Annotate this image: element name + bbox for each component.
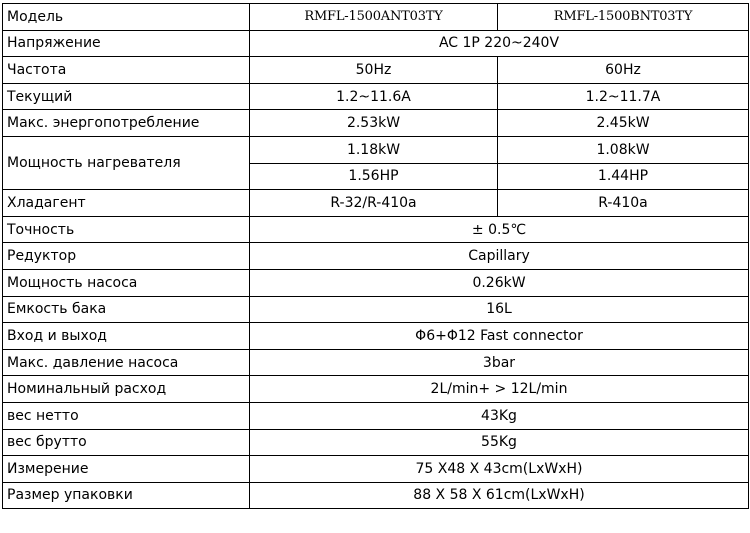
refrigerant-b: R-410a [498,190,749,217]
table-row [3,57,749,84]
table-row [3,4,749,31]
row-label-io: Вход и выход [3,323,250,350]
current-a: 1.2~11.6A [250,83,498,110]
model-a: RMFL-1500ANT03TY [250,4,498,31]
max-power-b: 2.45kW [498,110,749,137]
row-label-pump-pressure: Макс. давление насоса [3,349,250,376]
flow-value: 2L/min+ > 12L/min [250,376,749,403]
heater-a-kw: 1.18kW [250,136,498,163]
table-row [3,243,749,270]
heater-b-kw: 1.08kW [498,136,749,163]
accuracy-value: ± 0.5℃ [250,216,749,243]
row-label-dimensions: Измерение [3,456,250,483]
voltage-value: AC 1P 220~240V [250,30,749,57]
pump-power-value: 0.26kW [250,269,749,296]
io-value: Φ6+Φ12 Fast connector [250,323,749,350]
row-label-max-power: Макс. энергопотребление [3,110,250,137]
refrigerant-a: R-32/R-410a [250,190,498,217]
pump-pressure-value: 3bar [250,349,749,376]
row-label-accuracy: Точность [3,216,250,243]
reducer-value: Capillary [250,243,749,270]
dimensions-value: 75 X48 X 43cm(LxWxH) [250,456,749,483]
frequency-b: 60Hz [498,57,749,84]
model-b: RMFL-1500BNT03TY [498,4,749,31]
table-row [3,216,749,243]
table-row [3,83,749,110]
row-label-flow: Номинальный расход [3,376,250,403]
table-row [3,482,749,509]
tank-value: 16L [250,296,749,323]
row-label-reducer: Редуктор [3,243,250,270]
row-label-net-weight: вес нетто [3,402,250,429]
heater-a-hp: 1.56HP [250,163,498,190]
table-row [3,323,749,350]
package-value: 88 X 58 X 61cm(LxWxH) [250,482,749,509]
row-label-gross-weight: вес брутто [3,429,250,456]
table-row [3,376,749,403]
current-b: 1.2~11.7A [498,83,749,110]
table-row [3,136,749,163]
net-weight-value: 43Kg [250,402,749,429]
max-power-a: 2.53kW [250,110,498,137]
heater-b-hp: 1.44HP [498,163,749,190]
frequency-a: 50Hz [250,57,498,84]
row-label-current: Текущий [3,83,250,110]
spec-table [2,3,749,509]
row-label-tank: Емкость бака [3,296,250,323]
row-label-refrigerant: Хладагент [3,190,250,217]
table-row [3,269,749,296]
row-label-pump-power: Мощность насоса [3,269,250,296]
row-label-voltage: Напряжение [3,30,250,57]
row-label-frequency: Частота [3,57,250,84]
table-row [3,30,749,57]
table-row [3,296,749,323]
table-row [3,456,749,483]
table-row [3,402,749,429]
table-row [3,429,749,456]
gross-weight-value: 55Kg [250,429,749,456]
table-row [3,110,749,137]
row-label-model: Модель [3,4,250,31]
row-label-package: Размер упаковки [3,482,250,509]
row-label-heater: Мощность нагревателя [3,136,250,189]
table-row [3,349,749,376]
table-row [3,190,749,217]
